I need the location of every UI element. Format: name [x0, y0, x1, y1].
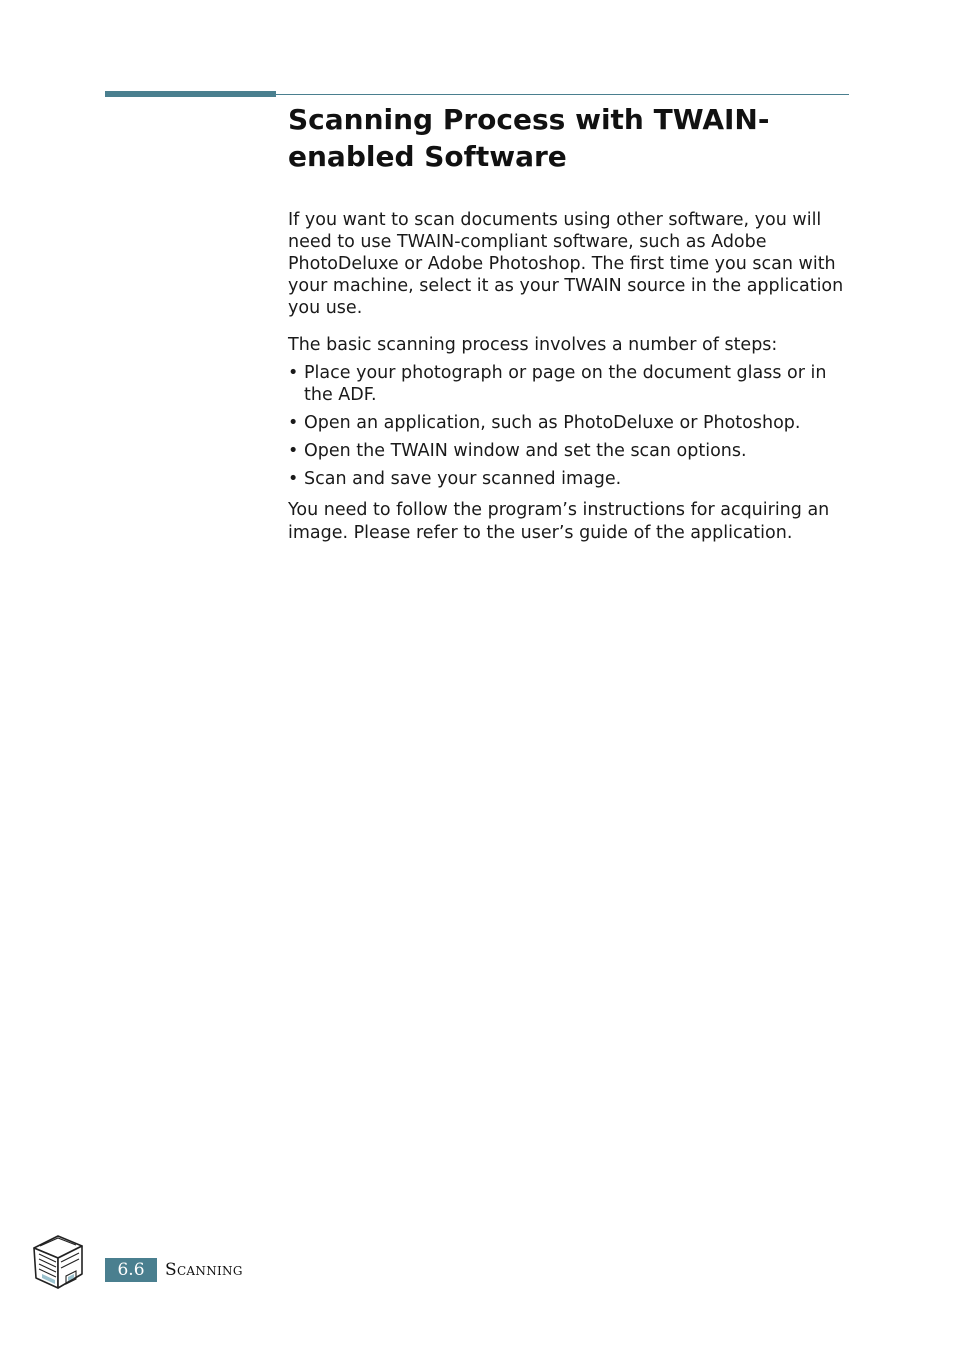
bullet-icon: •: [288, 413, 299, 433]
list-item: • Open an application, such as PhotoDeluxe or Photoshop.: [288, 413, 801, 433]
list-item: • Open the TWAIN window and set the scan options.: [288, 441, 747, 461]
section-content: [288, 101, 854, 545]
section-title: Scanning Process with TWAIN-enabled Software: [288, 103, 770, 173]
chapter-name: Scanning: [165, 1260, 243, 1280]
page-footer: [28, 1232, 328, 1294]
bullet-icon: •: [288, 469, 299, 489]
outro-paragraph: You need to follow the program’s instructions for acquiring an image. Please refer to the user’s guide of the application.: [288, 500, 830, 543]
page-number: 6.6: [105, 1258, 157, 1282]
header-rule-thick: [105, 91, 276, 97]
list-item: • Place your photograph or page on the document glass or in the ADF.: [288, 363, 827, 405]
bullet-icon: •: [288, 441, 299, 461]
intro-paragraph: If you want to scan documents using other software, you will need to use TWAIN-compliant software, such as Adobe PhotoDeluxe or Adobe Photoshop. The first time you scan with your machine, select it as your TWAIN source in the application you use.: [288, 210, 844, 318]
steps-list: [288, 362, 854, 490]
printer-icon: [28, 1232, 86, 1292]
header-rule-thin: [276, 94, 849, 95]
list-item: • Scan and save your scanned image.: [288, 469, 622, 489]
bullet-icon: •: [288, 363, 299, 383]
steps-intro: The basic scanning process involves a number of steps:: [288, 335, 778, 355]
